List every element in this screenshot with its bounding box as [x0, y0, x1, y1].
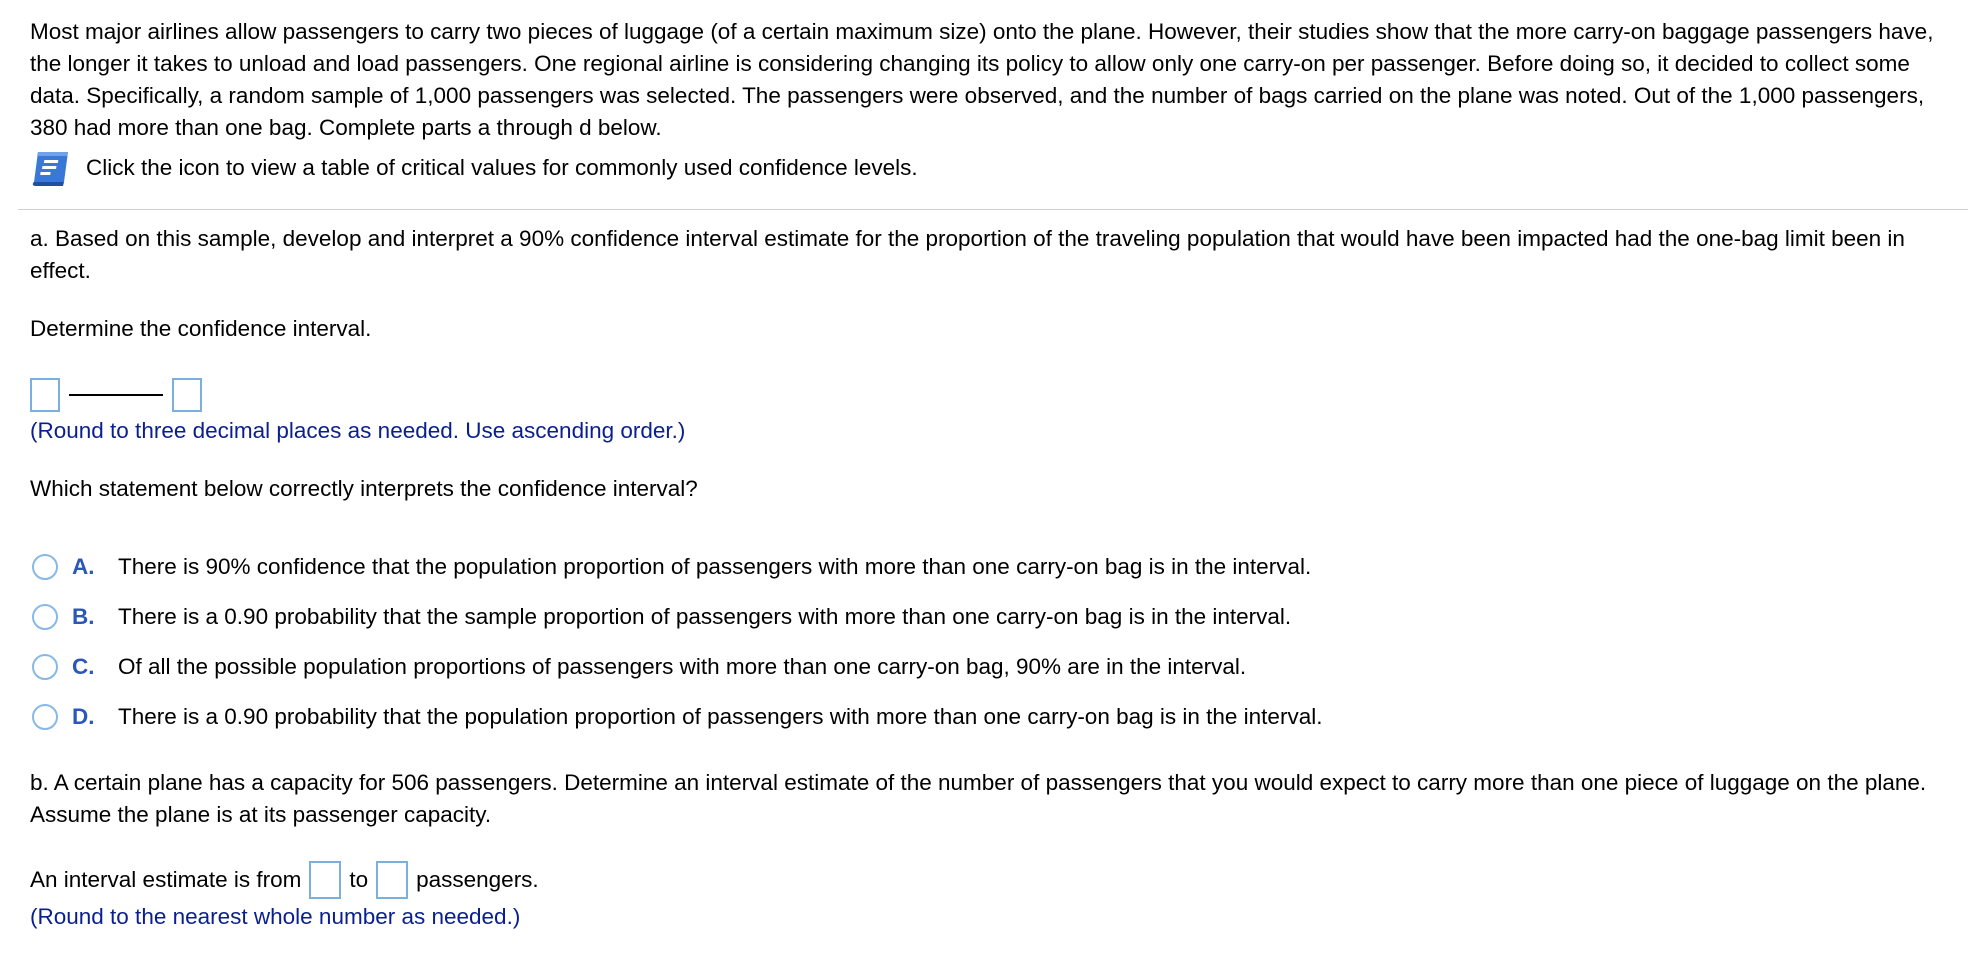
problem-statement: Most major airlines allow passengers to carry two pieces of luggage (of a certain maximum size) onto the plane. However, their studies show that the more carry-on baggage passengers have, the longer it takes to unload and load passengers. One regional airline is considering changing its policy to allow only one carry-on per passenger. Before doing so, it decided to collect some data. Specifically, a random sample of 1,000 passengers was selected. The passengers were observed, and the number of bags carried on the plane was noted. Out of the 1,000 passengers, 380 had more than one bag. Complete parts a through d below. [30, 19, 1934, 140]
option-d[interactable] [32, 701, 1322, 733]
option-c-text[interactable]: Of all the possible population proportions of passengers with more than one carry-on bag, 90% are in the interval. [118, 654, 1247, 679]
interval-upper-input[interactable] [172, 378, 202, 412]
section-divider [18, 209, 1968, 210]
option-b-text[interactable]: There is a 0.90 probability that the sample proportion of passengers with more than one carry-on bag is in the interval. [118, 604, 1292, 629]
option-a-radio[interactable] [32, 554, 58, 580]
interval-estimate-row [30, 860, 539, 900]
option-d-radio[interactable] [32, 704, 58, 730]
part-a-rounding-hint: (Round to three decimal places as needed. Use ascending order.) [30, 418, 686, 443]
option-c-radio[interactable] [32, 654, 58, 680]
option-b[interactable] [32, 601, 1291, 633]
estimate-mid: to [349, 867, 369, 892]
option-c-letter: C. [72, 654, 95, 679]
option-b-letter: B. [72, 604, 95, 629]
part-b-prompt: b. A certain plane has a capacity for 506 passengers. Determine an interval estimate of the number of passengers that you would expect to carry more than one piece of luggage on the plane. Assume the plane is at its passenger capacity. [30, 770, 1927, 827]
part-a-determine-label: Determine the confidence interval. [30, 316, 372, 341]
option-c[interactable] [32, 651, 1246, 683]
critical-values-link-label[interactable]: Click the icon to view a table of critical values for commonly used confidence levels. [86, 155, 918, 180]
estimate-suffix: passengers. [416, 867, 539, 892]
option-b-radio[interactable] [32, 604, 58, 630]
interval-dash [69, 394, 163, 396]
option-a[interactable] [32, 551, 1311, 583]
book-icon[interactable] [30, 148, 76, 188]
option-d-text[interactable]: There is a 0.90 probability that the population proportion of passengers with more than one carry-on bag is in the interval. [118, 704, 1323, 729]
option-a-letter: A. [72, 554, 95, 579]
estimate-from-input[interactable] [309, 861, 341, 899]
option-a-text[interactable]: There is 90% confidence that the population proportion of passengers with more than one carry-on bag is in the interval. [118, 554, 1312, 579]
part-a-prompt: a. Based on this sample, develop and interpret a 90% confidence interval estimate for the proportion of the traveling population that would have been impacted had the one-bag limit been in effect. [30, 226, 1905, 283]
interpretation-question: Which statement below correctly interprets the confidence interval? [30, 476, 698, 501]
part-b-rounding-hint: (Round to the nearest whole number as needed.) [30, 904, 521, 929]
option-d-letter: D. [72, 704, 95, 729]
estimate-prefix: An interval estimate is from [30, 867, 302, 892]
critical-values-link[interactable] [30, 148, 918, 188]
estimate-to-input[interactable] [376, 861, 408, 899]
confidence-interval-inputs [30, 376, 202, 414]
interval-lower-input[interactable] [30, 378, 60, 412]
